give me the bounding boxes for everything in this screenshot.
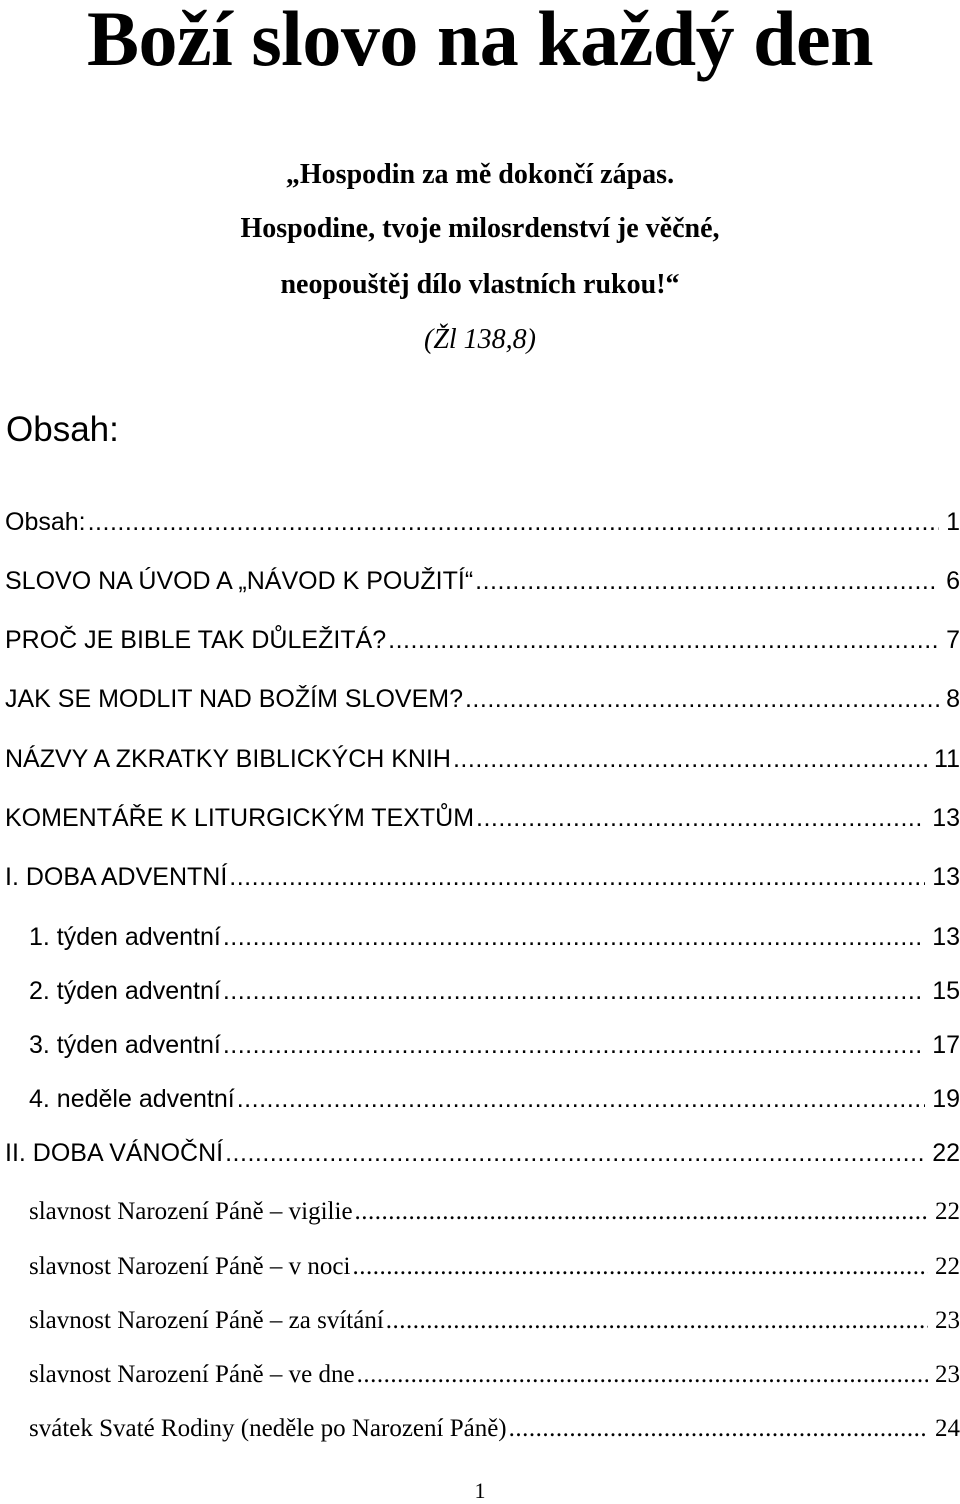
toc-entry-page: 13 bbox=[932, 923, 960, 951]
toc-entry-label: 1. týden adventní bbox=[29, 923, 221, 951]
toc-entry-label: I. DOBA ADVENTNÍ bbox=[5, 863, 228, 891]
motto-line-1: „Hospodin za mě dokončí zápas. bbox=[285, 159, 675, 190]
toc-entry-label: PROČ JE BIBLE TAK DŮLEŽITÁ? bbox=[5, 626, 387, 654]
toc-entry-page: 8 bbox=[946, 685, 960, 713]
toc-entry-page: 7 bbox=[946, 626, 960, 654]
toc-entry[interactable] bbox=[5, 742, 960, 776]
toc-entry-label: svátek Svaté Rodiny (neděle po Narození Páně) bbox=[29, 1415, 507, 1442]
toc-dot-leader bbox=[223, 974, 925, 1008]
toc-entry-label: NÁZVY A ZKRATKY BIBLICKÝCH KNIH bbox=[5, 745, 451, 773]
toc-dot-leader bbox=[237, 1082, 925, 1116]
toc-entry-label: JAK SE MODLIT NAD BOŽÍM SLOVEM? bbox=[5, 685, 463, 713]
toc-dot-leader bbox=[357, 1358, 928, 1392]
toc-entry[interactable] bbox=[29, 1304, 960, 1338]
toc-entry-page: 15 bbox=[932, 977, 960, 1005]
toc-dot-leader bbox=[476, 801, 925, 835]
toc-entry[interactable] bbox=[5, 682, 960, 716]
motto-citation: (Žl 138,8) bbox=[424, 324, 536, 355]
toc-entry-page: 13 bbox=[932, 863, 960, 891]
toc-entry-label: KOMENTÁŘE K LITURGICKÝM TEXTŮM bbox=[5, 804, 475, 832]
toc-dot-leader bbox=[386, 1304, 928, 1338]
toc-entry-page: 22 bbox=[932, 1139, 960, 1167]
toc-entry-label: SLOVO NA ÚVOD A „NÁVOD K POUŽITÍ“ bbox=[5, 567, 474, 595]
toc-dot-leader bbox=[229, 860, 925, 894]
toc-entry[interactable] bbox=[5, 505, 960, 539]
toc-entry-label: 4. neděle adventní bbox=[29, 1085, 235, 1113]
toc-entry-label: II. DOBA VÁNOČNÍ bbox=[5, 1139, 224, 1167]
toc-dot-leader bbox=[223, 1028, 925, 1062]
toc-entry[interactable] bbox=[29, 920, 960, 954]
toc-entry-page: 19 bbox=[932, 1085, 960, 1113]
toc-entry-page: 6 bbox=[946, 567, 960, 595]
toc-dot-leader bbox=[388, 623, 939, 657]
toc-entry[interactable] bbox=[5, 1136, 960, 1170]
toc-entry-page: 22 bbox=[935, 1198, 960, 1225]
toc-entry-page: 13 bbox=[932, 804, 960, 832]
toc-entry-label: slavnost Narození Páně – vigilie bbox=[29, 1198, 353, 1225]
toc-entry[interactable] bbox=[29, 1358, 960, 1392]
toc-dot-leader bbox=[352, 1250, 928, 1284]
toc-entry-page: 22 bbox=[935, 1253, 960, 1280]
toc-entry-label: 3. týden adventní bbox=[29, 1031, 221, 1059]
page-number: 1 bbox=[474, 1478, 486, 1503]
document-title: Boží slovo na každý den bbox=[87, 0, 873, 82]
toc-entry[interactable] bbox=[5, 623, 960, 657]
toc-entry[interactable] bbox=[29, 1250, 960, 1284]
toc-entry-page: 11 bbox=[934, 745, 960, 773]
toc-entry-page: 23 bbox=[935, 1307, 960, 1334]
toc-entry-label: slavnost Narození Páně – v noci bbox=[29, 1253, 351, 1280]
toc-entry-page: 17 bbox=[932, 1031, 960, 1059]
toc-entry-label: Obsah: bbox=[5, 508, 86, 536]
toc-entry[interactable] bbox=[5, 860, 960, 894]
toc-entry-page: 24 bbox=[935, 1415, 960, 1442]
toc-dot-leader bbox=[475, 564, 939, 598]
toc-heading: Obsah: bbox=[6, 410, 119, 449]
toc-entry[interactable] bbox=[29, 1082, 960, 1116]
toc-entry[interactable] bbox=[5, 564, 960, 598]
toc-entry-page: 23 bbox=[935, 1361, 960, 1388]
toc-dot-leader bbox=[509, 1412, 928, 1446]
toc-entry-label: slavnost Narození Páně – za svítání bbox=[29, 1307, 384, 1334]
toc-entry[interactable] bbox=[29, 1195, 960, 1229]
toc-entry[interactable] bbox=[29, 1028, 960, 1062]
toc-dot-leader bbox=[88, 505, 939, 539]
motto-line-3: neopouštěj dílo vlastních rukou!“ bbox=[280, 269, 680, 300]
toc-dot-leader bbox=[355, 1195, 928, 1229]
toc-entry-label: 2. týden adventní bbox=[29, 977, 221, 1005]
toc-entry[interactable] bbox=[29, 1412, 960, 1446]
motto-line-2: Hospodine, tvoje milosrdenství je věčné, bbox=[240, 213, 720, 244]
toc-dot-leader bbox=[453, 742, 927, 776]
toc-entry-label: slavnost Narození Páně – ve dne bbox=[29, 1361, 355, 1388]
toc-dot-leader bbox=[465, 682, 939, 716]
toc-dot-leader bbox=[225, 1136, 925, 1170]
toc-entry-page: 1 bbox=[946, 508, 960, 536]
toc-entry[interactable] bbox=[5, 801, 960, 835]
toc-entry[interactable] bbox=[29, 974, 960, 1008]
toc-dot-leader bbox=[223, 920, 925, 954]
